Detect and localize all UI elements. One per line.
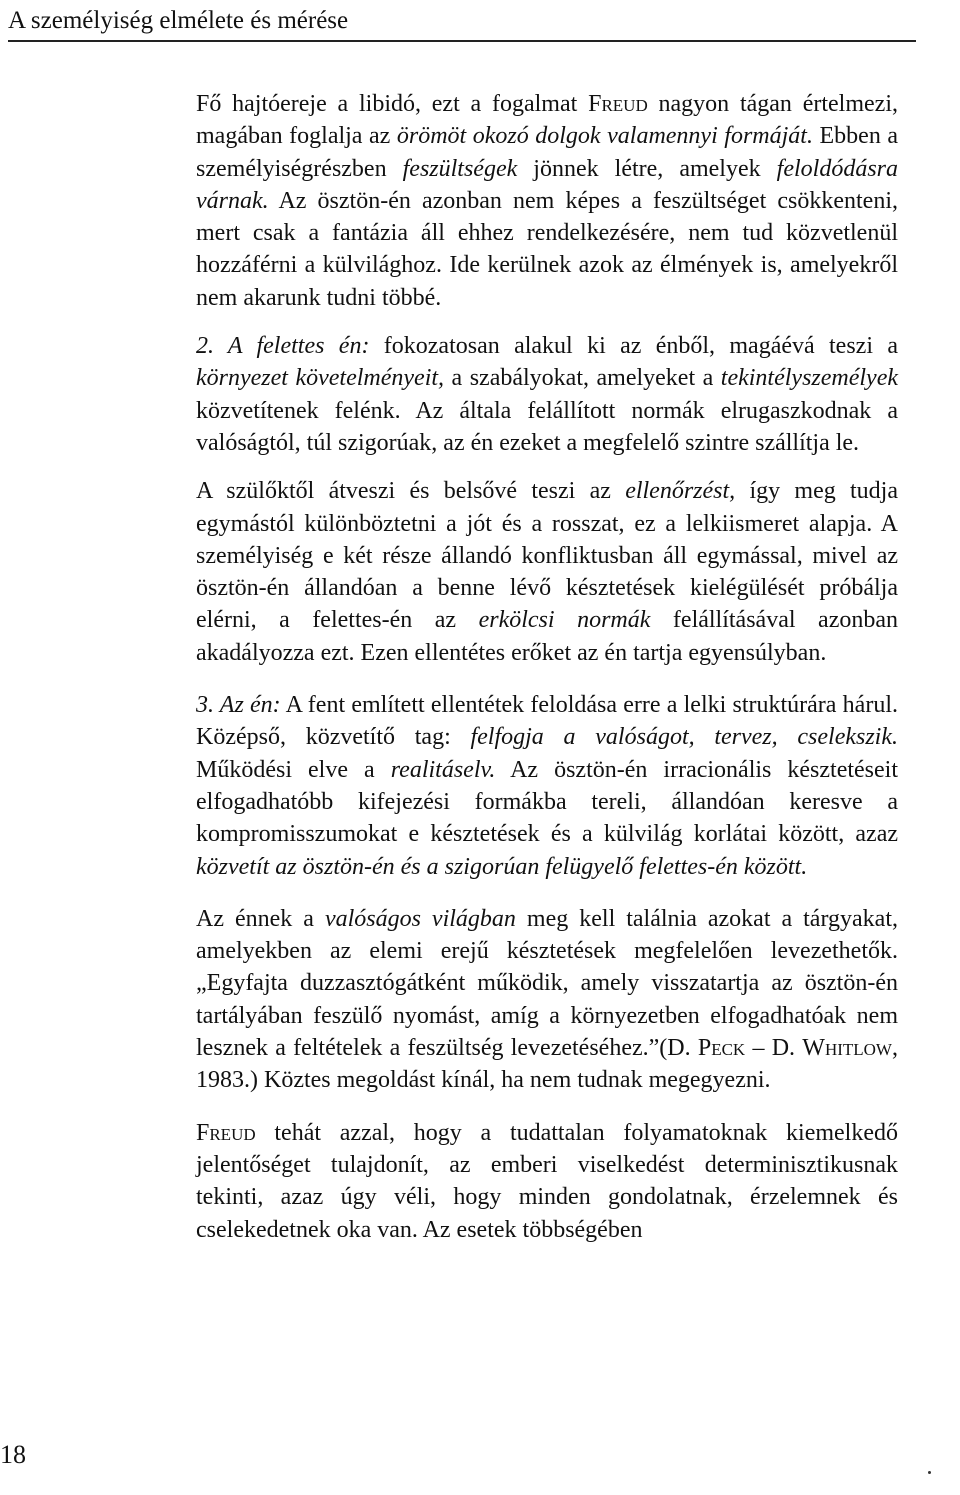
paragraph-6: Freud tehát azzal, hogy a tudattalan folyamatoknak kiemelkedő jelentőséget tulajdonít, az emberi viselkedést determinisztikusnak tekinti, azaz úgy véli, hogy minden gondolatnak, érzelemnek és cselekedetnek oka van. Az esetek többségében	[196, 1119, 898, 1243]
paragraph-2: 2. A felettes én: fokozatosan alakul ki az énből, magáévá teszi a környezet követelményeit, a szabályokat, amelyeket a tekintélyszemélyek közvetítenek felénk. Az általa felállított normák elrugaszkodnak a valóságtól, túl szigorúak, az én ezeket a megfelelő szintre szállítja le.	[196, 333, 899, 456]
paragraph-1: Fő hajtóereje a libidó, ezt a fogalmat Freud nagyon tágan értelmezi, magában foglalja az örömöt okozó dolgok valamennyi formáját. Ebben a személyiségrészben feszültségek jönnek létre, amelyek feloldódásra várnak. Az ösztön-én azonban nem képes a feszültséget csökkenteni, mert csak a fantázia áll ehhez rendelkezésére, nem tud közvetlenül hozzáférni a külvilághoz. Ide kerülnek azok az élmények is, amelyekről nem akarunk tudni többé.	[196, 91, 899, 311]
author-name: Freud	[588, 91, 648, 117]
header-title: A személyiség elmélete és mérése	[8, 7, 349, 34]
running-header	[8, 6, 916, 38]
section-label: 2. A felettes én:	[196, 333, 370, 360]
body-text	[196, 88, 898, 1266]
scan-speck	[928, 1471, 931, 1474]
paragraph-3: A szülőktől átveszi és belsővé teszi az ellenőrzést, így meg tudja egymástól különböztetni a jót és a rosszat, ez a lelkiismeret alapja. A személyiség e két része állandó konfliktusban áll egymással, mivel az ösztön-én állandóan a benne lévő késztetések kielégülését próbálja elérni, a felettes-én az erkölcsi normák felállításával azonban akadályozza ezt. Ezen ellentétes erőket az én tartja egyensúlyban.	[196, 478, 898, 666]
author-name: Whitlow	[802, 1035, 892, 1062]
author-name: Freud	[196, 1119, 256, 1146]
paragraph-4: 3. Az én: A fent említett ellentétek feloldása erre a lelki struktúrára hárul. Középső, közvetítő tag: felfogja a valóságot, tervez, cselekszik. Működési elve a realitáselv. Az ösztön-én irracionális késztetéseit elfogadhatóbb kifejezési formákba tereli, állandóan keresve a kompromisszumokat e késztetések és a külvilág korlátai között, azaz közvetít az ösztön-én és a szigorúan felügyelő felettes-én között.	[196, 692, 899, 880]
paragraph-5: Az énnek a valóságos világban meg kell találnia azokat a tárgyakat, amelyekben az elemi erejű késztetések megfelelően levezethetők. „Egyfajta duzzasztógátként működik, amely visszatartja az ösztön-én tartályában feszülő nyomást, amíg a környezetben elfogadhatóak nem lesznek a feltételek a feszültség levezetéséhez.”(D. Peck – D. Whitlow, 1983.) Köztes megoldást kínál, ha nem tudnak megegyezni.	[196, 905, 898, 1094]
page-number: 18	[0, 1440, 26, 1469]
section-label: 3. Az én:	[196, 692, 281, 719]
header-rule	[8, 40, 916, 42]
author-name: Peck	[697, 1035, 746, 1062]
